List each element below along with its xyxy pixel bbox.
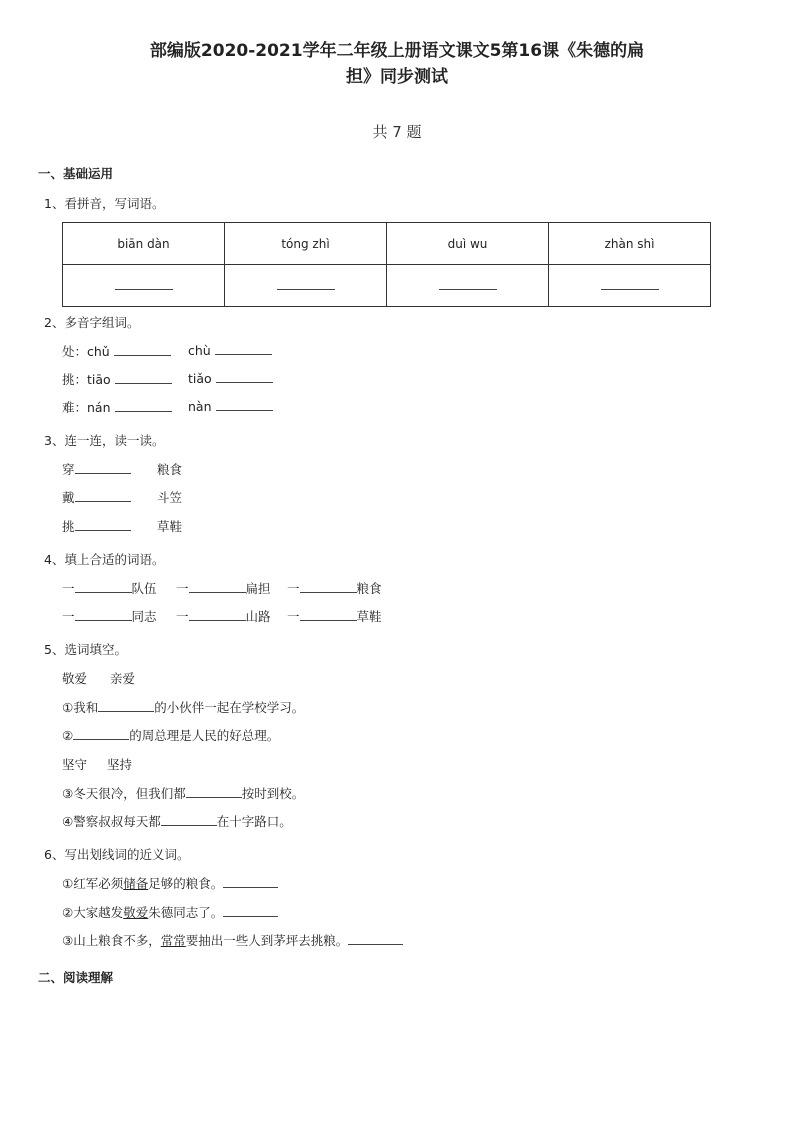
section-heading-basic: 一、基础运用: [38, 166, 114, 181]
match-right-item: 粮食: [157, 462, 183, 477]
answer-cell[interactable]: [225, 265, 387, 307]
sentence: ①我和 的小伙伴一起在学校学习。: [62, 700, 305, 715]
pinyin-cell: tóng zhì: [225, 223, 387, 265]
pinyin-table: [62, 222, 711, 307]
match-left-item: 戴: [62, 488, 131, 506]
answer-blank[interactable]: [215, 342, 272, 355]
answer-cell[interactable]: [549, 265, 711, 307]
match-left-item: 挑: [62, 517, 131, 535]
polyphone-reading: nàn: [188, 399, 212, 414]
answer-blank[interactable]: [439, 279, 497, 290]
sentence: ①红军必须储备足够的粮食。: [62, 874, 278, 892]
answer-blank[interactable]: [300, 580, 357, 593]
document-title: [0, 38, 794, 90]
sentence: ② 的周总理是人民的好总理。: [62, 728, 280, 743]
title-line-2: 担》同步测试: [346, 67, 448, 87]
answer-blank[interactable]: [98, 699, 154, 712]
polyphone-row: [62, 342, 171, 360]
answer-cell[interactable]: [63, 265, 225, 307]
answer-blank[interactable]: [115, 399, 172, 412]
pinyin-cell: zhàn shì: [549, 223, 711, 265]
answer-blank[interactable]: [75, 608, 132, 621]
question-1-prompt: 1、看拼音，写词语。: [44, 196, 165, 211]
section-heading-reading: 二、阅读理解: [38, 970, 114, 985]
word-choice: 坚守: [62, 757, 88, 772]
polyphone-reading: 处：chǔ: [62, 344, 110, 359]
answer-blank[interactable]: [75, 580, 132, 593]
answer-blank[interactable]: [75, 489, 131, 502]
answer-blank[interactable]: [601, 279, 659, 290]
polyphone-reading: 难：nán: [62, 400, 111, 415]
question-5-prompt: 5、选词填空。: [44, 642, 127, 657]
sentence: ③冬天很冷，但我们都 按时到校。: [62, 786, 305, 801]
answer-blank[interactable]: [115, 279, 173, 290]
polyphone-row: [62, 370, 172, 388]
sentence: ③山上粮食不多，常常要抽出一些人到茅坪去挑粮。: [62, 931, 403, 949]
pinyin-cell: duì wu: [387, 223, 549, 265]
answer-blank[interactable]: [300, 608, 357, 621]
answer-blank[interactable]: [277, 279, 335, 290]
answer-blank[interactable]: [189, 608, 246, 621]
sentence: ④警察叔叔每天都 在十字路口。: [62, 814, 292, 829]
title-line-1: 部编版2020-2021学年二年级上册语文课文5第16课《朱德的扁: [149, 41, 645, 61]
question-4-prompt: 4、填上合适的词语。: [44, 552, 165, 567]
answer-blank[interactable]: [216, 370, 273, 383]
sentence: ②大家越发敬爱朱德同志了。: [62, 903, 278, 921]
word-choice: 亲爱: [110, 671, 136, 686]
answer-blank[interactable]: [115, 371, 172, 384]
answer-blank[interactable]: [73, 727, 129, 740]
match-right-item: 草鞋: [157, 519, 183, 534]
fill-item: 一 山路: [176, 609, 271, 624]
polyphone-reading: tiǎo: [188, 371, 212, 386]
answer-cell[interactable]: [387, 265, 549, 307]
polyphone-reading: 挑：tiāo: [62, 372, 111, 387]
word-choice: 敬爱: [62, 671, 88, 686]
polyphone-row: [188, 398, 273, 414]
question-count: 共 7 题: [372, 123, 422, 141]
fill-item: 一 队伍: [62, 581, 157, 596]
answer-blank[interactable]: [161, 813, 217, 826]
polyphone-reading: chù: [188, 343, 211, 358]
question-6-prompt: 6、写出划线词的近义词。: [44, 847, 190, 862]
polyphone-row: [188, 370, 273, 386]
underlined-word: 储备: [123, 876, 149, 891]
question-3-prompt: 3、连一连，读一读。: [44, 433, 165, 448]
polyphone-row: [188, 342, 272, 358]
fill-item: 一 草鞋: [287, 609, 382, 624]
fill-item: 一 同志: [62, 609, 157, 624]
match-right-item: 斗笠: [157, 490, 183, 505]
answer-blank[interactable]: [348, 932, 403, 945]
answer-blank[interactable]: [75, 461, 131, 474]
answer-blank[interactable]: [189, 580, 246, 593]
answer-blank[interactable]: [186, 785, 242, 798]
fill-item: 一 扁担: [176, 581, 271, 596]
answer-blank[interactable]: [223, 875, 278, 888]
fill-item: 一 粮食: [287, 581, 382, 596]
underlined-word: 敬爱: [123, 905, 149, 920]
answer-blank[interactable]: [114, 343, 171, 356]
pinyin-cell: biān dàn: [63, 223, 225, 265]
polyphone-row: [62, 398, 172, 416]
answer-blank[interactable]: [223, 904, 278, 917]
underlined-word: 常常: [160, 933, 186, 948]
match-left-item: 穿: [62, 460, 131, 478]
answer-blank[interactable]: [216, 398, 273, 411]
word-choice: 坚持: [107, 757, 133, 772]
question-2-prompt: 2、多音字组词。: [44, 315, 140, 330]
answer-blank[interactable]: [75, 518, 131, 531]
